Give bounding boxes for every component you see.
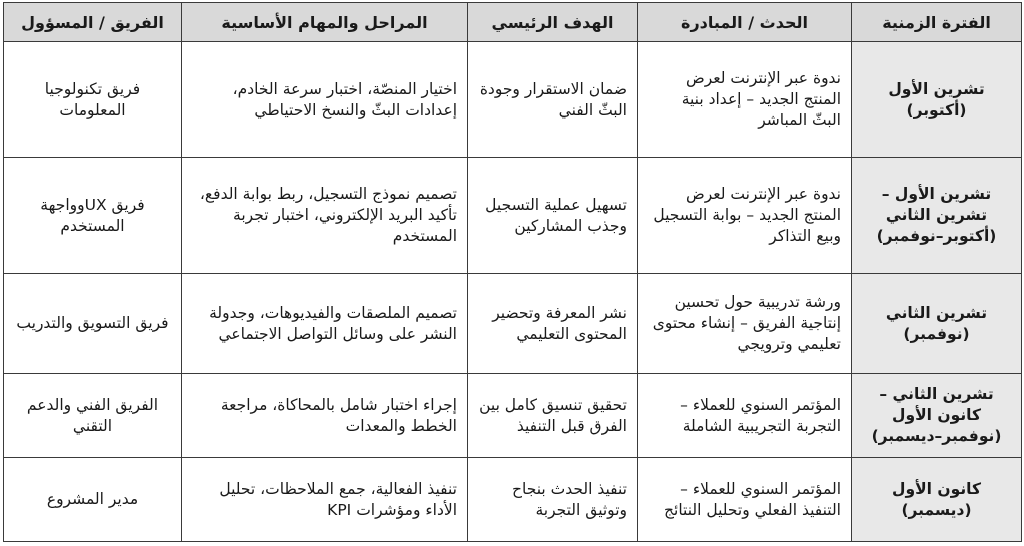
- table-row: [4, 458, 1022, 542]
- cell-text: تصميم نموذج التسجيل، ربط بوابة الدفع، تأكيد البريد الإلكتروني، اختبار تجربة المستخدم: [199, 185, 457, 245]
- cell-text: مدير المشروع: [46, 490, 139, 508]
- header-goal: الهدف الرئيسي: [468, 3, 638, 42]
- cell-goal: [468, 42, 638, 158]
- cell-tasks: [182, 374, 468, 458]
- cell-period: [852, 42, 1022, 158]
- cell-team: [4, 274, 182, 374]
- header-period: الفترة الزمنية: [852, 3, 1022, 42]
- cell-text: فريق التسويق والتدريب: [16, 314, 169, 332]
- cell-text: اختيار المنصّة، اختبار سرعة الخادم، إعدادات البثّ والنسخ الاحتياطي: [232, 79, 457, 119]
- cell-text: المؤتمر السنوي للعملاء – التنفيذ الفعلي وتحليل النتائج: [664, 479, 841, 519]
- cell-text: الفريق الفني والدعم التقني: [26, 395, 159, 435]
- cell-text: إجراء اختبار شامل بالمحاكاة، مراجعة الخطط والمعدات: [220, 395, 457, 435]
- cell-text: تصميم الملصقات والفيديوهات، وجدولة النشر على وسائل التواصل الاجتماعي: [209, 303, 457, 343]
- cell-period: [852, 458, 1022, 542]
- cell-text: ندوة عبر الإنترنت لعرض المنتج الجديد – إعداد بنية البثّ المباشر: [681, 69, 841, 129]
- cell-text: تحقيق تنسيق كامل بين الفرق قبل التنفيذ: [479, 395, 627, 435]
- header-tasks: المراحل والمهام الأساسية: [182, 3, 468, 42]
- cell-team: [4, 458, 182, 542]
- cell-text: تسهيل عملية التسجيل وجذب المشاركين: [485, 195, 627, 235]
- table-row: [4, 42, 1022, 158]
- cell-tasks: [182, 42, 468, 158]
- cell-goal: [468, 374, 638, 458]
- cell-text: تشرين الثاني (نوفمبر): [885, 303, 988, 343]
- cell-tasks: [182, 458, 468, 542]
- cell-text: فريق UXوواجهة المستخدم: [40, 195, 145, 235]
- cell-period: [852, 374, 1022, 458]
- cell-event: [638, 42, 852, 158]
- cell-tasks: [182, 274, 468, 374]
- cell-text: تنفيذ الفعالية، جمع الملاحظات، تحليل الأداء ومؤشرات KPI: [219, 479, 457, 519]
- cell-goal: [468, 158, 638, 274]
- cell-goal: [468, 274, 638, 374]
- cell-text: ضمان الاستقرار وجودة البثّ الفني: [479, 79, 627, 119]
- cell-period: [852, 274, 1022, 374]
- cell-tasks: [182, 158, 468, 274]
- schedule-table: [3, 2, 1022, 542]
- table-row: [4, 374, 1022, 458]
- cell-text: فريق تكنولوجيا المعلومات: [44, 79, 141, 119]
- cell-team: [4, 158, 182, 274]
- cell-text: كانون الأول (ديسمبر): [892, 479, 981, 519]
- cell-text: تشرين الأول (أكتوبر): [888, 79, 985, 119]
- cell-text: ندوة عبر الإنترنت لعرض المنتج الجديد – بوابة التسجيل وبيع التذاكر: [653, 185, 841, 245]
- cell-event: [638, 374, 852, 458]
- table-row: [4, 158, 1022, 274]
- cell-text: تشرين الأول – تشرين الثاني (أكتوبر–نوفمبر): [876, 185, 997, 245]
- cell-event: [638, 458, 852, 542]
- cell-team: [4, 42, 182, 158]
- cell-text: المؤتمر السنوي للعملاء – التجربة التجريبية الشاملة: [680, 395, 841, 435]
- cell-text: تشرين الثاني – كانون الأول (نوفمبر–ديسمبر): [871, 385, 1002, 445]
- cell-team: [4, 374, 182, 458]
- cell-text: ورشة تدريبية حول تحسين إنتاجية الفريق – إنشاء محتوى تعليمي وترويجي: [652, 293, 841, 353]
- cell-event: [638, 158, 852, 274]
- cell-event: [638, 274, 852, 374]
- cell-text: تنفيذ الحدث بنجاح وتوثيق التجربة: [512, 479, 627, 519]
- cell-goal: [468, 458, 638, 542]
- header-row: [4, 3, 1022, 42]
- table-row: [4, 274, 1022, 374]
- cell-period: [852, 158, 1022, 274]
- header-team: الفريق / المسؤول: [4, 3, 182, 42]
- header-event: الحدث / المبادرة: [638, 3, 852, 42]
- cell-text: نشر المعرفة وتحضير المحتوى التعليمي: [492, 303, 627, 343]
